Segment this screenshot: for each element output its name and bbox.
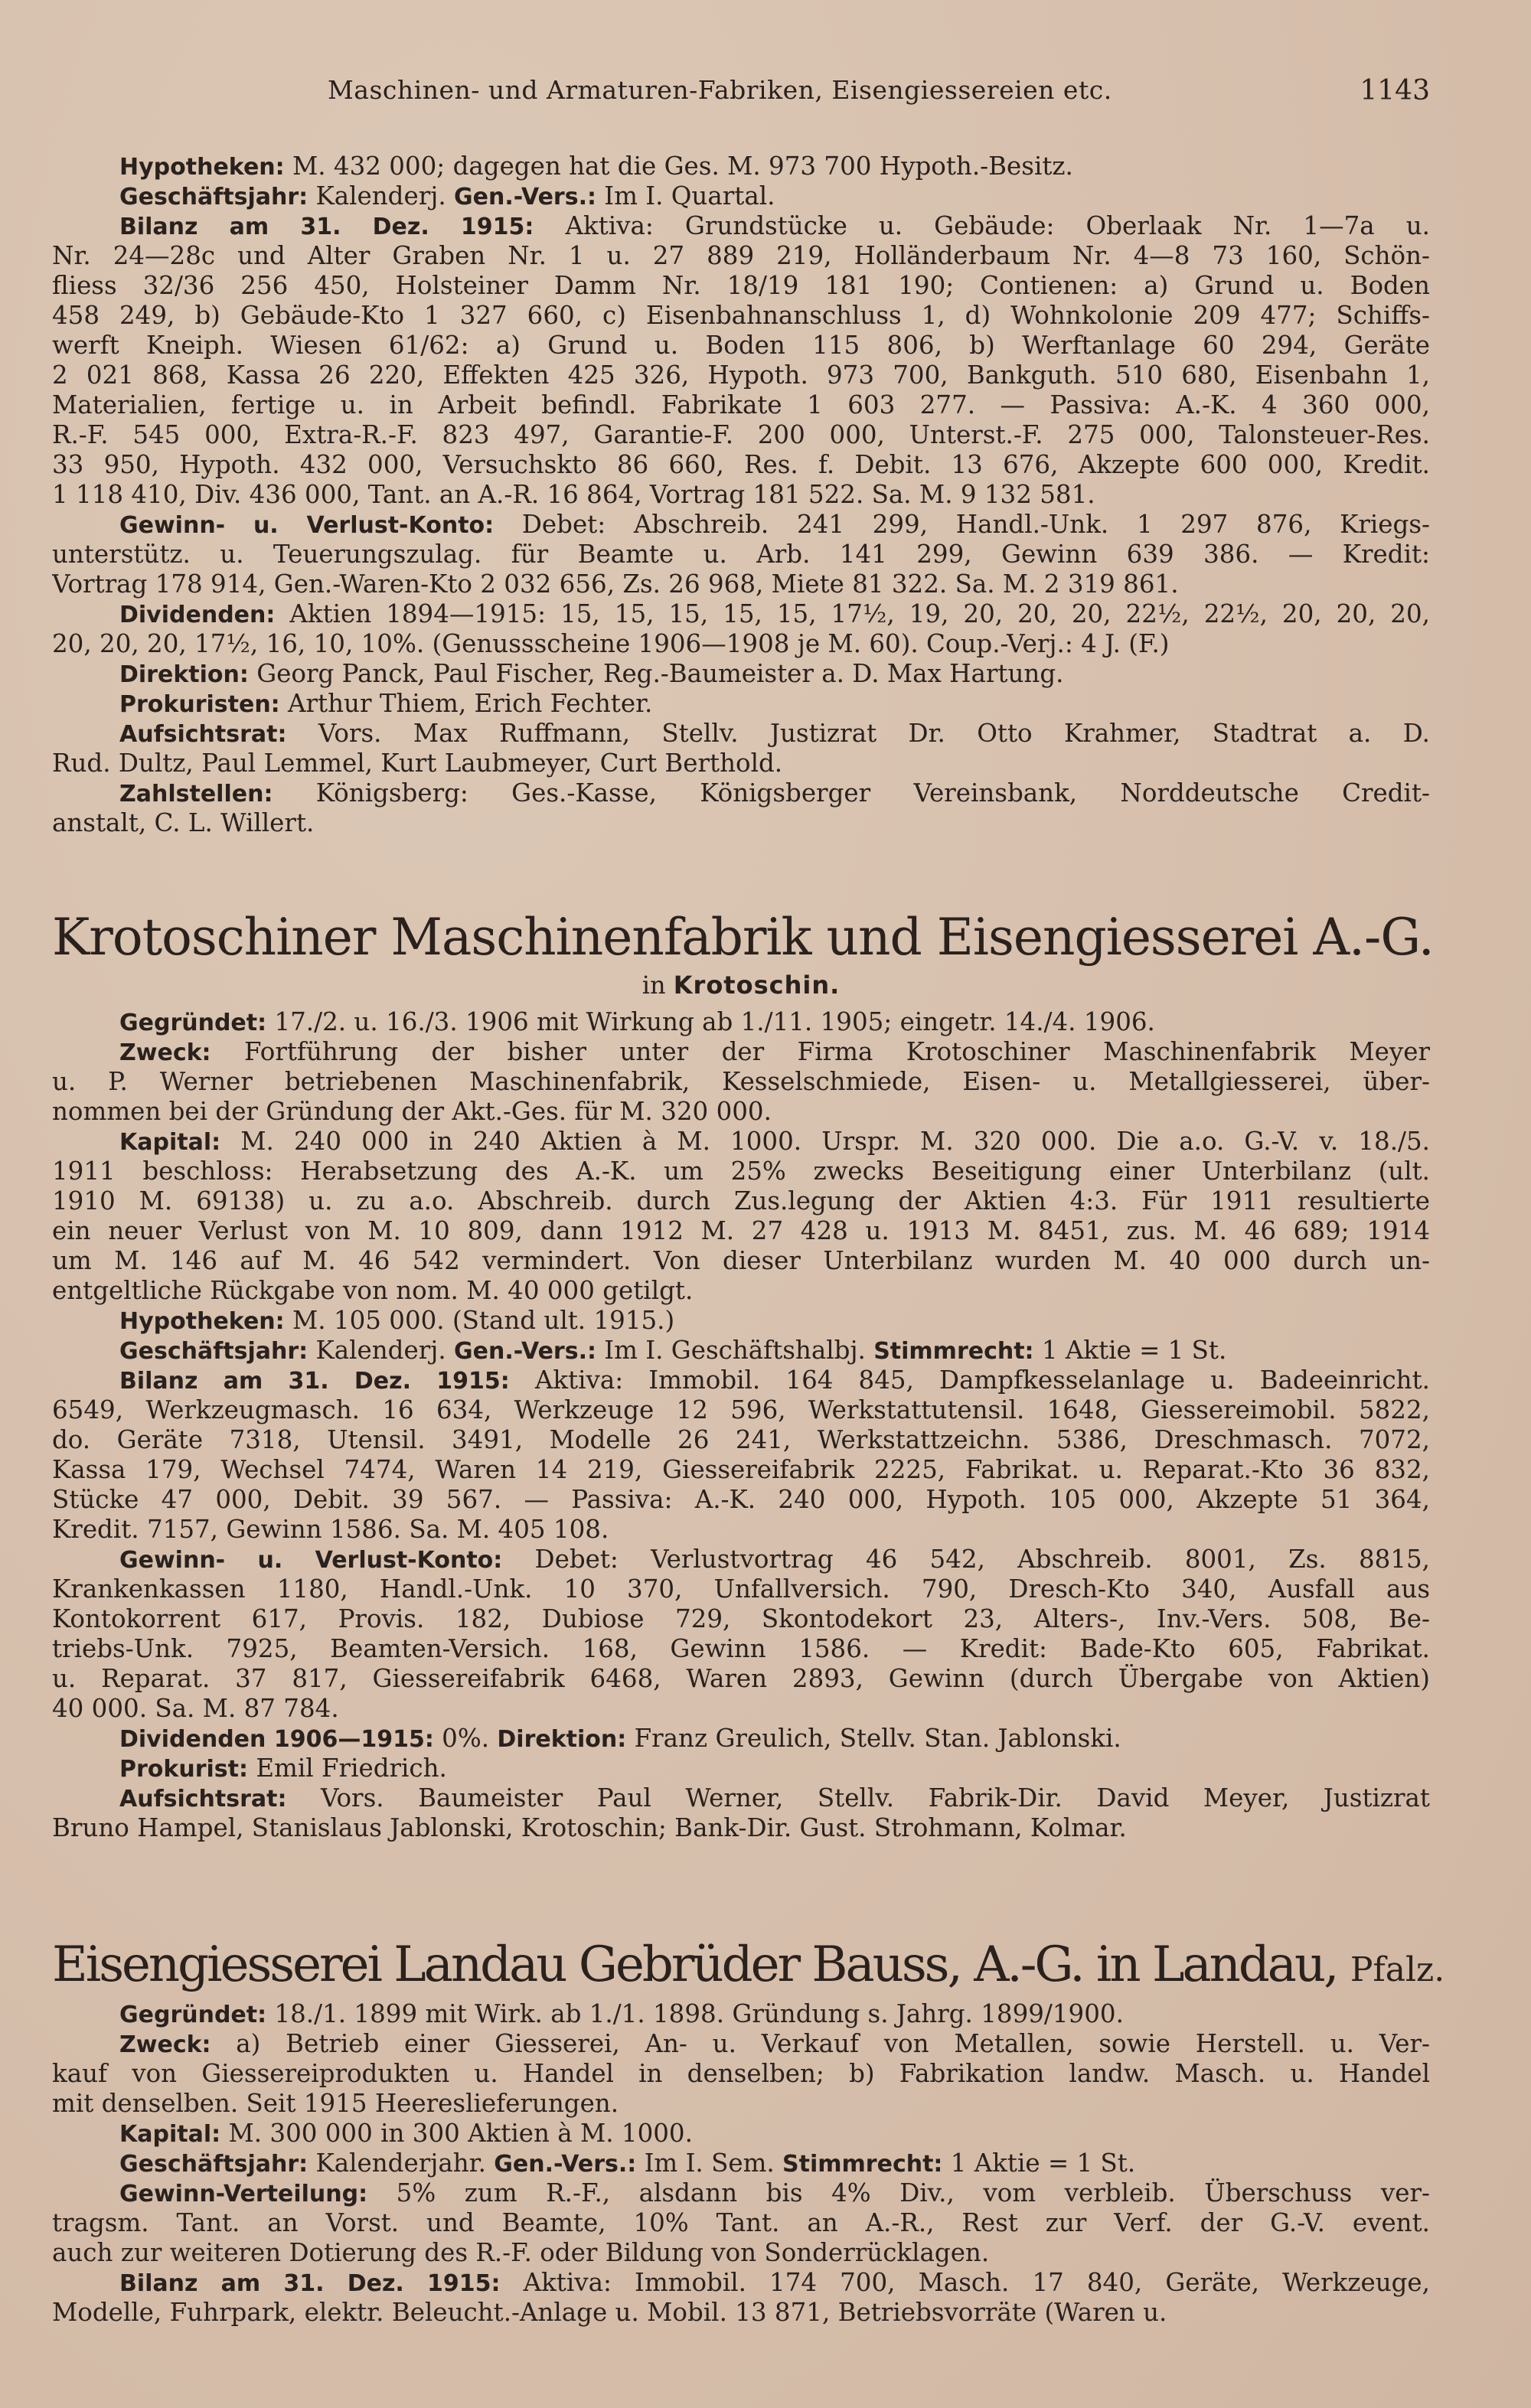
- text-line: fliess 32/36 256 450, Holsteiner Damm Nr. 18/19 181 190; Contienen: a) Grund u. Boden: [52, 271, 1430, 300]
- company-title-krotoschiner: Krotoschiner Maschinenfabrik und Eisengiesserei A.-G.: [52, 908, 1434, 967]
- text-line: Geschäftsjahr: Kalenderj. Gen.-Vers.: Im I. Geschäftshalbj. Stimmrecht: 1 Aktie = 1 St.: [119, 1336, 1227, 1365]
- text-line: Nr. 24—28c und Alter Graben Nr. 1 u. 27 889 219, Holländerbaum Nr. 4—8 73 160, Schön-: [52, 241, 1430, 270]
- text-line: R.-F. 545 000, Extra-R.-F. 823 497, Garantie-F. 200 000, Unterst.-F. 275 000, Talonsteuer-Res.: [52, 420, 1430, 449]
- text-line: Prokurist: Emil Friedrich.: [119, 1754, 447, 1783]
- text-line: Prokuristen: Arthur Thiem, Erich Fechter.: [119, 689, 653, 718]
- company-entry-krotoschiner: [52, 1007, 1430, 1843]
- company-title-landau: [52, 1937, 1445, 1993]
- text-line: Gegründet: 17./2. u. 16./3. 1906 mit Wirkung ab 1./11. 1905; eingetr. 14./4. 1906.: [119, 1007, 1155, 1036]
- text-line: Bruno Hampel, Stanislaus Jablonski, Krotoschin; Bank-Dir. Gust. Strohmann, Kolmar.: [52, 1813, 1127, 1842]
- text-line: Gewinn- u. Verlust-Konto: Debet: Abschreib. 241 299, Handl.-Unk. 1 297 876, Kriegs-: [119, 510, 1430, 539]
- text-line: nommen bei der Gründung der Akt.-Ges. für M. 320 000.: [52, 1097, 772, 1126]
- text-line: 40 000. Sa. M. 87 784.: [52, 1694, 339, 1723]
- text-line: anstalt, C. L. Willert.: [52, 808, 315, 837]
- text-line: Gewinn- u. Verlust-Konto: Debet: Verlustvortrag 46 542, Abschreib. 8001, Zs. 8815,: [119, 1545, 1430, 1574]
- text-line: Hypotheken: M. 105 000. (Stand ult. 1915.): [119, 1306, 675, 1335]
- text-line: u. Reparat. 37 817, Giessereifabrik 6468, Waren 2893, Gewinn (durch Übergabe von Aktien): [52, 1664, 1430, 1693]
- text-line: 6549, Werkzeugmasch. 16 634, Werkzeuge 12 596, Werkstattutensil. 1648, Giessereimobil. 5822,: [52, 1395, 1430, 1424]
- text-line: Vortrag 178 914, Gen.-Waren-Kto 2 032 656, Zs. 26 968, Miete 81 322. Sa. M. 2 319 861.: [52, 569, 1179, 599]
- text-line: 1911 beschloss: Herabsetzung des A.-K. um 25% zwecks Beseitigung einer Unterbilanz (ult.: [52, 1157, 1430, 1186]
- text-line: Kontokorrent 617, Provis. 182, Dubiose 729, Skontodekort 23, Alters-, Inv.-Vers. 508, Be-: [52, 1604, 1430, 1633]
- company-title-region: Pfalz.: [1350, 1950, 1445, 1989]
- text-line: um M. 146 auf M. 46 542 vermindert. Von dieser Unterbilanz wurden M. 40 000 durch un-: [52, 1246, 1430, 1275]
- text-line: Zweck: a) Betrieb einer Giesserei, An- u. Verkauf von Metallen, sowie Herstell. u. Ver-: [119, 2029, 1430, 2058]
- text-line: do. Geräte 7318, Utensil. 3491, Modelle 26 241, Werkstattzeichn. 5386, Dreschmasch. 7072,: [52, 1425, 1430, 1454]
- text-line: Rud. Dultz, Paul Lemmel, Kurt Laubmeyer, Curt Berthold.: [52, 749, 783, 778]
- text-line: u. P. Werner betriebenen Maschinenfabrik, Kesselschmiede, Eisen- u. Metallgiesserei, über-: [52, 1067, 1430, 1096]
- text-line: Zweck: Fortführung der bisher unter der Firma Krotoschiner Maschinenfabrik Meyer: [119, 1037, 1430, 1066]
- text-line: 458 249, b) Gebäude-Kto 1 327 660, c) Eisenbahnanschluss 1, d) Wohnkolonie 209 477; Schiffs-: [52, 301, 1430, 330]
- page-number: 1143: [1360, 75, 1430, 106]
- company-location-prefix: in: [641, 971, 666, 1000]
- text-line: Materialien, fertige u. in Arbeit befindl. Fabrikate 1 603 277. — Passiva: A.-K. 4 360 000,: [52, 390, 1430, 419]
- company-location-place: Krotoschin.: [673, 971, 841, 1000]
- text-line: triebs-Unk. 7925, Beamten-Versich. 168, Gewinn 1586. — Kredit: Bade-Kto 605, Fabrikat.: [52, 1634, 1430, 1663]
- company-location: [52, 971, 1430, 1000]
- text-line: 33 950, Hypoth. 432 000, Versuchskto 86 660, Res. f. Debit. 13 676, Akzepte 600 000, Kredit.: [52, 450, 1430, 479]
- text-line: Aufsichtsrat: Vors. Baumeister Paul Werner, Stellv. Fabrik-Dir. David Meyer, Justizrat: [119, 1783, 1430, 1813]
- text-line: Zahlstellen: Königsberg: Ges.-Kasse, Königsberger Vereinsbank, Norddeutsche Credit-: [119, 778, 1430, 808]
- running-title: Maschinen- und Armaturen-Fabriken, Eisengiessereien etc.: [328, 75, 1112, 105]
- company-title-main: Eisengiesserei Landau Gebrüder Bauss, A.-G. in Landau,: [52, 1937, 1337, 1993]
- text-line: ein neuer Verlust von M. 10 809, dann 1912 M. 27 428 u. 1913 M. 8451, zus. M. 46 689; 1914: [52, 1216, 1430, 1245]
- text-line: Gegründet: 18./1. 1899 mit Wirk. ab 1./1. 1898. Gründung s. Jahrg. 1899/1900.: [119, 1999, 1124, 2028]
- text-line: Gewinn-Verteilung: 5% zum R.-F., alsdann bis 4% Div., vom verbleib. Überschuss ver-: [119, 2178, 1430, 2207]
- text-line: Hypotheken: M. 432 000; dagegen hat die Ges. M. 973 700 Hypoth.-Besitz.: [119, 152, 1073, 181]
- text-line: Kredit. 7157, Gewinn 1586. Sa. M. 405 108.: [52, 1515, 609, 1544]
- text-line: Kapital: M. 300 000 in 300 Aktien à M. 1000.: [119, 2119, 693, 2148]
- text-line: Geschäftsjahr: Kalenderjahr. Gen.-Vers.: Im I. Sem. Stimmrecht: 1 Aktie = 1 St.: [119, 2149, 1136, 2178]
- text-line: Kapital: M. 240 000 in 240 Aktien à M. 1000. Urspr. M. 320 000. Die a.o. G.-V. v. 18./5.: [119, 1127, 1430, 1156]
- text-line: Kassa 179, Wechsel 7474, Waren 14 219, Giessereifabrik 2225, Fabrikat. u. Reparat.-Kto 36 832,: [52, 1455, 1430, 1484]
- text-line: Geschäftsjahr: Kalenderj. Gen.-Vers.: Im I. Quartal.: [119, 181, 775, 210]
- text-line: kauf von Giessereiprodukten u. Handel in denselben; b) Fabrikation landw. Masch. u. Handel: [52, 2059, 1430, 2088]
- company-entry-continued: [52, 152, 1430, 838]
- text-line: 1 118 410, Div. 436 000, Tant. an A.-R. 16 864, Vortrag 181 522. Sa. M. 9 132 581.: [52, 480, 1095, 509]
- text-line: Direktion: Georg Panck, Paul Fischer, Reg.-Baumeister a. D. Max Hartung.: [119, 659, 1064, 688]
- text-line: mit denselben. Seit 1915 Heereslieferungen.: [52, 2089, 619, 2118]
- text-line: 1910 M. 69138) u. zu a.o. Abschreib. durch Zus.legung der Aktien 4:3. Für 1911 resultierte: [52, 1186, 1430, 1215]
- text-line: unterstütz. u. Teuerungszulag. für Beamte u. Arb. 141 299, Gewinn 639 386. — Kredit:: [52, 540, 1430, 569]
- text-line: 20, 20, 20, 17½, 16, 10, 10%. (Genussscheine 1906—1908 je M. 60). Coup.-Verj.: 4 J. (F.): [52, 629, 1170, 658]
- text-line: werft Kneiph. Wiesen 61/62: a) Grund u. Boden 115 806, b) Werftanlage 60 294, Geräte: [52, 331, 1430, 360]
- text-line: Bilanz am 31. Dez. 1915: Aktiva: Immobil. 164 845, Dampfkesselanlage u. Badeeinricht.: [119, 1366, 1430, 1395]
- text-line: entgeltliche Rückgabe von nom. M. 40 000 getilgt.: [52, 1276, 694, 1305]
- text-line: Dividenden 1906—1915: 0%. Direktion: Franz Greulich, Stellv. Stan. Jablonski.: [119, 1724, 1121, 1753]
- text-line: 2 021 868, Kassa 26 220, Effekten 425 326, Hypoth. 973 700, Bankguth. 510 680, Eisenbahn 1,: [52, 361, 1430, 390]
- text-line: Stücke 47 000, Debit. 39 567. — Passiva: A.-K. 240 000, Hypoth. 105 000, Akzepte 51 364,: [52, 1485, 1430, 1514]
- text-line: Krankenkassen 1180, Handl.-Unk. 10 370, Unfallversich. 790, Dresch-Kto 340, Ausfall aus: [52, 1574, 1430, 1604]
- running-head: [52, 75, 1430, 113]
- text-line: Modelle, Fuhrpark, elektr. Beleucht.-Anlage u. Mobil. 13 871, Betriebsvorräte (Waren u.: [52, 2298, 1167, 2327]
- company-entry-landau: [52, 1999, 1430, 2328]
- text-line: Bilanz am 31. Dez. 1915: Aktiva: Immobil. 174 700, Masch. 17 840, Geräte, Werkzeuge,: [119, 2268, 1430, 2297]
- text-line: Dividenden: Aktien 1894—1915: 15, 15, 15, 15, 15, 17½, 19, 20, 20, 20, 22½, 22½, 20, 20, 20,: [119, 599, 1430, 628]
- text-line: Bilanz am 31. Dez. 1915: Aktiva: Grundstücke u. Gebäude: Oberlaak Nr. 1—7a u.: [119, 211, 1430, 240]
- text-line: Aufsichtsrat: Vors. Max Ruffmann, Stellv. Justizrat Dr. Otto Krahmer, Stadtrat a. D.: [119, 719, 1430, 748]
- text-line: auch zur weiteren Dotierung des R.-F. oder Bildung von Sonderrücklagen.: [52, 2238, 990, 2267]
- text-line: tragsm. Tant. an Vorst. und Beamte, 10% Tant. an A.-R., Rest zur Verf. der G.-V. event.: [52, 2208, 1430, 2237]
